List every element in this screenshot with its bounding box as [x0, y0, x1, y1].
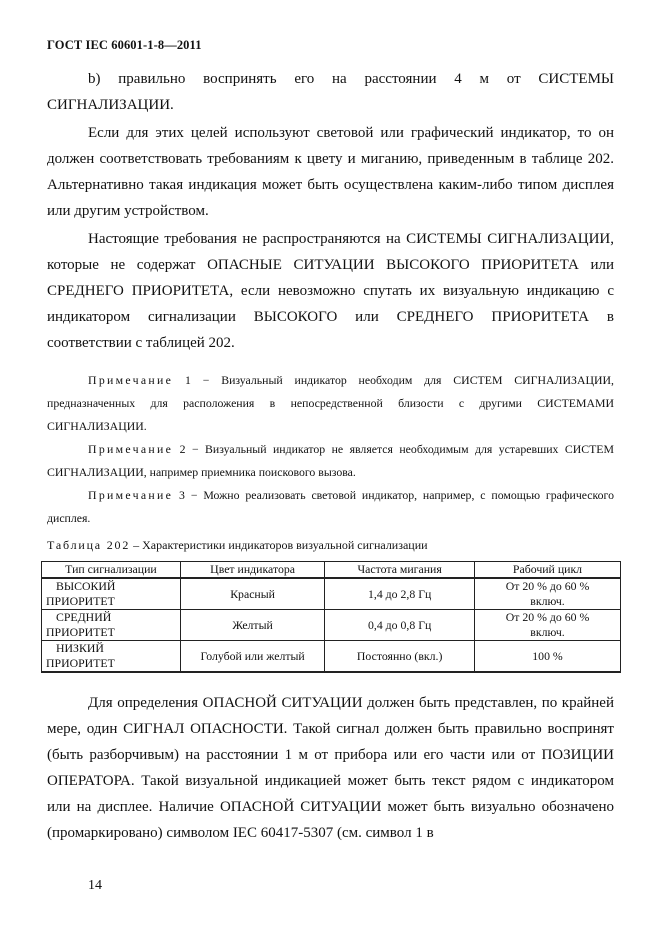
visual-alarm-characteristics-table: [41, 561, 621, 673]
header-flash-frequency: Частота мигания: [325, 562, 475, 579]
type-line: ПРИОРИТЕТ: [46, 656, 115, 670]
cell-indicator-color: Желтый: [180, 610, 324, 641]
cell-alarm-type: [42, 610, 181, 641]
paragraph-hazard-signal: Для определения ОПАСНОЙ СИТУАЦИИ должен быть представлен, по крайней мере, один СИГНАЛ ОПАСНОСТИ. Такой сигнал должен быть правильно воспринят (быть разборчивым) на расстоянии 1 м от прибора или его части или от ПОЗИЦИИ ОПЕРАТОРА. Такой визуальной индикацией может быть текст рядом с индикатором или на дисплее. Наличие ОПАСНОЙ СИТУАЦИИ может быть визуально обозначено (промаркировано) символом IEC 60417-5307 (см. символ 1 в: [47, 695, 614, 841]
note-text: 2 − Визуальный индикатор не является необходимым для устаревших СИСТЕМ СИГНАЛИЗАЦИИ, например приемника поискового вызова.: [47, 442, 614, 479]
type-line: ВЫСОКИЙ: [56, 579, 116, 593]
page-number: 14: [88, 878, 102, 893]
cell-flash-frequency: 0,4 до 0,8 Гц: [325, 610, 475, 641]
duty-line: От 20 % до 60 %: [505, 610, 590, 624]
duty-line: включ.: [530, 594, 565, 608]
paragraph-indicator-requirements: Если для этих целей используют световой или графический индикатор, то он должен соответствовать требованиям к цвету и миганию, приведенным в таблице 202. Альтернативно такая индикация может быть осуществлена каким-либо типом дисплея или другим устройством.: [47, 125, 614, 219]
type-line: СРЕДНИЙ: [56, 610, 112, 624]
table-caption-label: Таблица 202: [47, 538, 131, 552]
header-alarm-type: Тип сигнализации: [42, 562, 181, 579]
note-1: [47, 369, 614, 438]
table-caption-text: – Характеристики индикаторов визуальной сигнализации: [133, 538, 428, 552]
notes-block: [47, 369, 614, 530]
table-row: [42, 578, 621, 610]
cell-duty-cycle: [475, 610, 621, 641]
note-3: [47, 484, 614, 530]
table-row: [42, 641, 621, 673]
type-line: НИЗКИЙ: [56, 641, 104, 655]
cell-alarm-type: [42, 578, 181, 610]
type-line: ПРИОРИТЕТ: [46, 594, 115, 608]
paragraph-scope-exclusion: Настоящие требования не распространяются на СИСТЕМЫ СИГНАЛИЗАЦИИ, которые не содержат ОПАСНЫЕ СИТУАЦИИ ВЫСОКОГО ПРИОРИТЕТА или СРЕДНЕГО ПРИОРИТЕТА, если невозможно спутать их визуальную индикацию с индикатором сигнализации ВЫСОКОГО или СРЕДНЕГО ПРИОРИТЕТА в соответствии с таблицей 202.: [47, 231, 614, 351]
note-text: 1 − Визуальный индикатор необходим для СИСТЕМ СИГНАЛИЗАЦИИ, предназначенных для расположения в непосредственной близости с другими СИСТЕМАМИ СИГНАЛИЗАЦИИ.: [47, 373, 614, 433]
cell-indicator-color: Голубой или желтый: [180, 641, 324, 673]
cell-flash-frequency: 1,4 до 2,8 Гц: [325, 578, 475, 610]
table-caption: [47, 536, 428, 554]
cell-duty-cycle: [475, 641, 621, 673]
cell-flash-frequency: Постоянно (вкл.): [325, 641, 475, 673]
note-text: 3 − Можно реализовать световой индикатор, например, с помощью графического дисплея.: [47, 488, 614, 525]
note-2: [47, 438, 614, 484]
note-label: Примечание: [88, 373, 174, 387]
note-label: Примечание: [88, 442, 174, 456]
duty-line: От 20 % до 60 %: [505, 579, 590, 593]
duty-line: 100 %: [532, 648, 563, 663]
table-header-row: [42, 562, 621, 579]
table-row: [42, 610, 621, 641]
cell-indicator-color: Красный: [180, 578, 324, 610]
header-indicator-color: Цвет индикатора: [180, 562, 324, 579]
duty-line: включ.: [530, 625, 565, 639]
standard-header: ГОСТ IEC 60601-1-8—2011: [47, 38, 202, 52]
paragraph-item-b: b) правильно воспринять его на расстоянии 4 м от СИСТЕМЫ СИГНАЛИЗАЦИИ.: [47, 71, 614, 113]
cell-alarm-type: [42, 641, 181, 673]
cell-duty-cycle: [475, 578, 621, 610]
type-line: ПРИОРИТЕТ: [46, 625, 115, 639]
note-label: Примечание: [88, 488, 174, 502]
header-duty-cycle: Рабочий цикл: [475, 562, 621, 579]
